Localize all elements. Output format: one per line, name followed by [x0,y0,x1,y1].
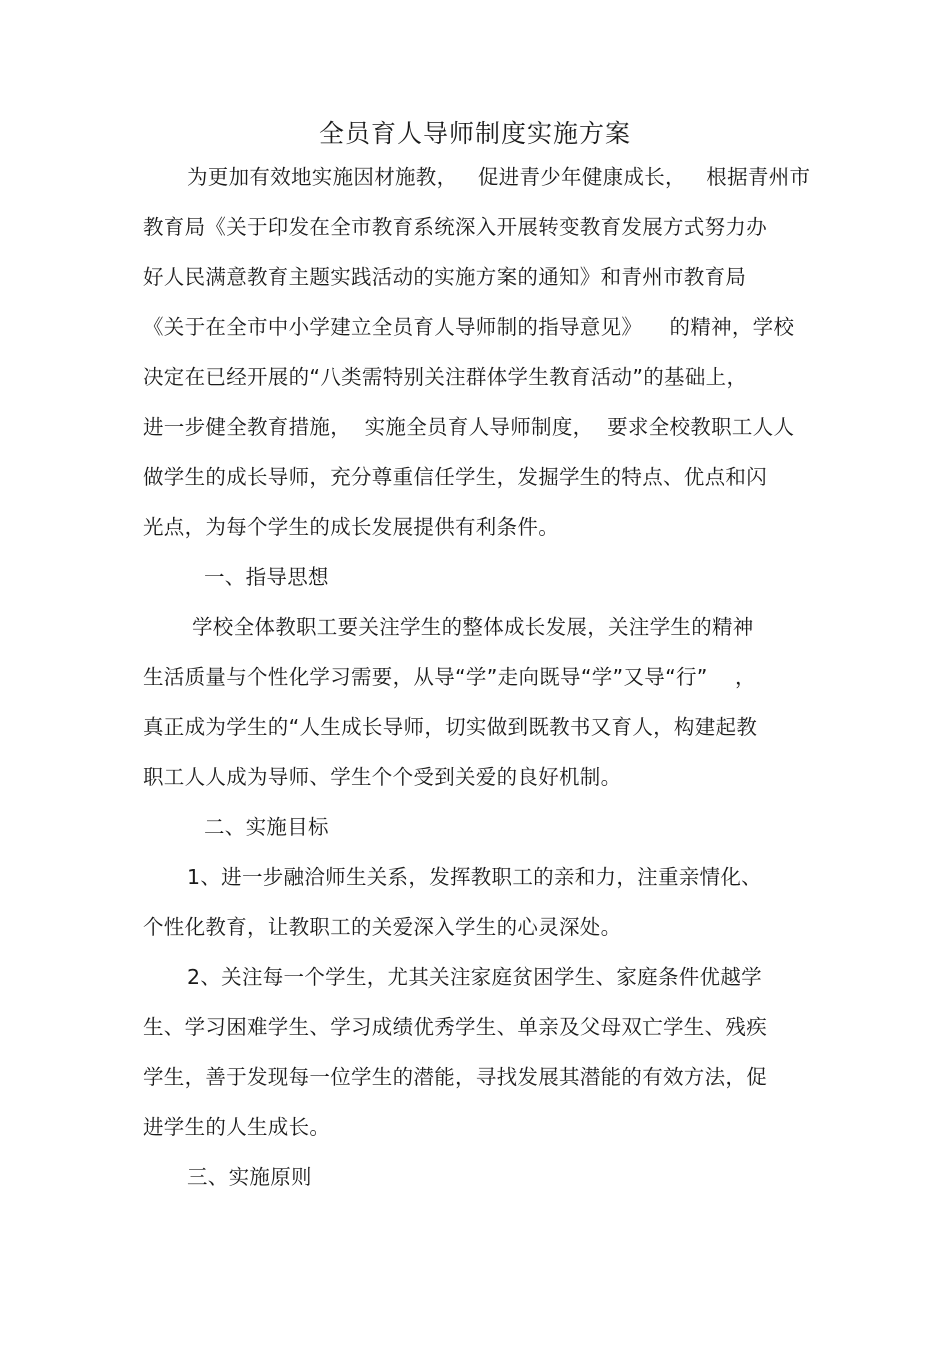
paragraph-line: 学生，善于发现每一位学生的潜能，寻找发展其潜能的有效方法，促 [143,1065,767,1089]
paragraph-line: 《关于在全市中小学建立全员育人导师制的指导意见》 的精神，学校 [143,315,795,339]
paragraph-line: 2、关注每一个学生，尤其关注家庭贫困学生、家庭条件优越学 [187,965,762,989]
paragraph-line: 学校全体教职工要关注学生的整体成长发展，关注学生的精神 [192,615,754,639]
document-title: 全员育人导师制度实施方案 [318,119,631,148]
section-heading: 一、指导思想 [204,565,329,589]
paragraph-line: 职工人人成为导师、学生个个受到关爱的良好机制。 [143,765,622,789]
section-heading: 三、实施原则 [187,1165,312,1189]
paragraph-line: 好人民满意教育主题实践活动的实施方案的通知》和青州市教育局 [143,265,747,289]
paragraph-line: 进学生的人生成长。 [143,1115,331,1139]
paragraph-line: 生、学习困难学生、学习成绩优秀学生、单亲及父母双亡学生、残疾 [143,1015,767,1039]
paragraph-line: 1、进一步融洽师生关系，发挥教职工的亲和力，注重亲情化、 [187,865,762,889]
paragraph-line: 生活质量与个性化学习需要，从导“学”走向既导“学”又导“行” ， [143,665,756,689]
paragraph-line: 光点，为每个学生的成长发展提供有利条件。 [143,515,559,539]
paragraph-line: 做学生的成长导师，充分尊重信任学生，发掘学生的特点、优点和闪 [143,465,767,489]
paragraph-line: 进一步健全教育措施， 实施全员育人导师制度， 要求全校教职工人人 [143,415,795,439]
paragraph-line: 决定在已经开展的“八类需特别关注群体学生教育活动”的基础上， [143,365,748,389]
paragraph-line: 为更加有效地实施因材施教， 促进青少年健康成长， 根据青州市 [187,165,811,189]
section-heading: 二、实施目标 [204,815,329,839]
paragraph-line: 真正成为学生的“人生成长导师，切实做到既教书又育人，构建起教 [143,715,758,739]
paragraph-line: 个性化教育，让教职工的关爱深入学生的心灵深处。 [143,915,622,939]
paragraph-line: 教育局《关于印发在全市教育系统深入开展转变教育发展方式努力办 [143,215,767,239]
